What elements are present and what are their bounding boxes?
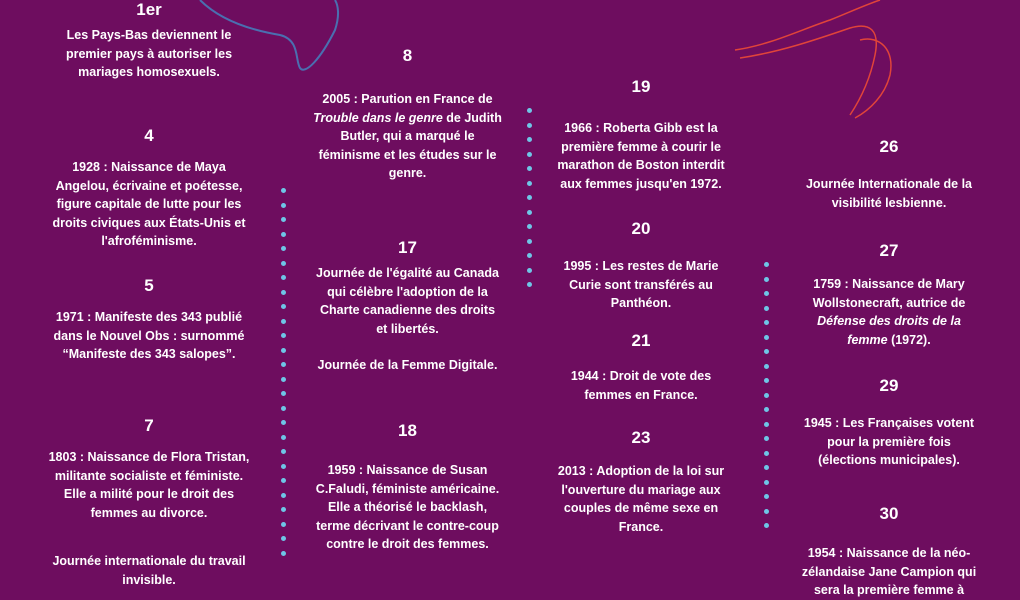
entry-text-line: 1928 : Naissance de Maya [72,160,226,174]
divider-dot [527,195,532,200]
entry-text-line: Angelou, écrivaine et poétesse, [55,178,243,193]
entry-text-line: Les Pays-Bas deviennent le [66,28,232,42]
divider-dot [527,239,532,244]
entry-text-line: premier pays à autoriser les [65,46,233,61]
divider-dot [281,333,286,338]
entry-day-29 [780,376,998,470]
divider-dot [527,166,532,171]
entry-day-27 [780,241,998,349]
entry-text-line: militante socialiste et féministe. [54,468,244,483]
divider-dot [281,319,286,324]
book-title: Défense des droits de la [817,314,961,328]
day-number: 17 [398,238,417,257]
divider-dot [527,210,532,215]
day-number: 19 [631,77,651,96]
entry-text-line: femmes en France. [584,387,698,402]
divider-dot [764,436,769,441]
entry-extra-line: Journée de la Femme Digitale. [317,358,498,372]
entry-text-line: 1759 : Naissance de Mary [813,277,965,291]
entry-text-line: couples de même sexe en [563,501,719,515]
divider-dot [281,232,286,237]
entry-text-line: femmes au divorce. [90,505,208,520]
divider-dot [281,406,286,411]
divider-dot [281,217,286,222]
divider-dot [764,335,769,340]
day-number: 26 [879,137,899,156]
divider-dot [764,349,769,354]
divider-dot [527,253,532,258]
divider-dot [527,108,532,113]
entry-day-1 [34,0,264,82]
divider-dot [764,291,769,296]
entry-text-line-italic [780,331,998,350]
entry-text-line: 1954 : Naissance de la néo- [807,546,971,560]
entry-day-4 [34,126,264,251]
divider-dot [281,420,286,425]
divider-dot [281,391,286,396]
divider-dot [527,268,532,273]
divider-dot [281,507,286,512]
entry-text-line: 1971 : Manifeste des 343 publié [55,310,243,324]
entry-day-26 [780,137,998,212]
dotted-divider-1 [281,188,287,565]
divider-dot [281,362,286,367]
entry-day-18 [295,421,520,554]
divider-dot [764,306,769,311]
entry-text-line: Charte canadienne des droits [319,303,496,317]
entry-text-fragment: de Judith [442,110,502,125]
day-number: 8 [402,46,413,65]
divider-dot [764,277,769,282]
day-number: 29 [879,376,899,395]
entry-text-line-italic [295,109,520,128]
divider-dot [764,364,769,369]
book-title: Trouble dans le genre [313,110,443,125]
entry-text-line: Elle a milité pour le droit des [63,487,235,501]
divider-dot [281,261,286,266]
entry-text-line: 2013 : Adoption de la loi sur [557,464,725,478]
entry-extra-line: invisible. [122,572,176,587]
day-number: 4 [144,126,154,145]
divider-dot [281,188,286,193]
divider-dot [281,377,286,382]
entry-day-21 [535,331,747,404]
divider-dot [764,509,769,514]
entry-text-line: genre. [388,166,427,180]
divider-dot [281,464,286,469]
divider-dot [527,181,532,186]
entry-text-line: contre le droit des femmes. [326,537,489,551]
entry-text-line-italic [780,312,998,331]
divider-dot [281,275,286,280]
entry-text-line: dans le Nouvel Obs : surnommé [53,328,245,343]
divider-dot [281,435,286,440]
entry-text-line: aux femmes jusqu'en 1972. [560,176,722,191]
entry-text-line: (élections municipales). [818,453,960,467]
entry-text-line: qui célèbre l'adoption de la [327,284,488,299]
entry-text-line: Elle a théorisé le backlash, [327,500,488,514]
divider-dot [764,378,769,383]
entry-text-line: visibilité lesbienne. [831,195,947,210]
divider-dot [527,152,532,157]
entry-text-fragment: (1972). [887,332,931,347]
entry-text-line: terme décrivant le contre-coup [316,518,499,533]
entry-text-line: 1945 : Les Françaises votent [803,416,975,430]
day-number: 1er [136,0,162,19]
divider-dot [527,137,532,142]
divider-dot [527,282,532,287]
entry-text-line: 2005 : Parution en France de [322,92,493,106]
entry-day-5 [34,276,264,364]
book-title: femme [847,332,888,347]
dotted-divider-2 [527,108,533,297]
day-number: 20 [631,219,651,238]
entry-day-23 [535,428,747,536]
divider-dot [764,320,769,325]
divider-dot [281,536,286,541]
divider-dot [764,465,769,470]
day-number: 30 [879,504,899,523]
entry-text-line: 1995 : Les restes de Marie [563,259,719,273]
day-number: 7 [144,416,154,435]
entry-text-line: “Manifeste des 343 salopes”. [62,347,236,361]
entry-text-line: Curie sont transférés au [569,277,713,292]
day-number: 21 [631,331,651,350]
entry-text-line: sera la première femme à [813,583,965,597]
entry-text-line: Butler, qui a marqué le [340,129,475,143]
divider-dot [764,480,769,485]
entry-text-line: 1944 : Droit de vote des [570,369,712,383]
divider-dot [281,290,286,295]
entry-text-line: figure capitale de lutte pour les [56,197,242,211]
divider-dot [281,478,286,483]
line-art-right-hand-decoration [730,0,910,120]
entry-text-line: Journée de l'égalité au Canada [316,266,499,280]
divider-dot [281,493,286,498]
divider-dot [764,262,769,267]
entry-day-20 [535,219,747,313]
entry-day-30 [780,504,998,600]
divider-dot [281,348,286,353]
entry-text-line: C.Faludi, féministe américaine. [315,481,500,496]
entry-text-line: 1803 : Naissance de Flora Tristan, [48,450,250,464]
divider-dot [764,393,769,398]
divider-dot [764,494,769,499]
entry-day-19 [535,77,747,193]
entry-day-7 [34,416,264,589]
divider-dot [764,523,769,528]
entry-text-line: droits civiques aux États-Unis et [52,215,246,230]
entry-text-line: 1959 : Naissance de Susan [327,463,488,477]
day-number: 5 [144,276,154,295]
entry-text-line: mariages homosexuels. [78,65,220,79]
divider-dot [281,203,286,208]
divider-dot [281,246,286,251]
entry-day-8 [295,46,520,183]
entry-text-line: France. [618,519,664,534]
divider-dot [281,304,286,309]
entry-text-line: 1966 : Roberta Gibb est la [564,121,718,135]
entry-text-line: l'ouverture du mariage aux [561,482,721,497]
entry-text-line: féminisme et les études sur le [318,147,497,162]
divider-dot [281,551,286,556]
entry-text-line: et libertés. [376,321,439,336]
entry-day-17 [295,238,520,375]
entry-extra-line: Journée internationale du travail [52,554,246,568]
entry-text-line: Wollstonecraft, autrice de [812,295,966,310]
entry-text-line: Journée Internationale de la [805,177,972,191]
divider-dot [764,451,769,456]
entry-text-line: marathon de Boston interdit [557,158,725,172]
entry-text-line: Panthéon. [610,296,672,310]
entry-text-line: l'afroféminisme. [101,234,197,248]
entry-text-line: pour la première fois [827,434,951,449]
day-number: 23 [631,428,651,447]
divider-dot [764,407,769,412]
dotted-divider-3 [764,262,770,538]
divider-dot [527,123,532,128]
divider-dot [527,224,532,229]
divider-dot [281,522,286,527]
day-number: 27 [879,241,899,260]
entry-text-line: zélandaise Jane Campion qui [801,564,977,579]
day-number: 18 [398,421,417,440]
entry-text-line: première femme à courir le [561,139,721,154]
divider-dot [281,449,286,454]
divider-dot [764,422,769,427]
